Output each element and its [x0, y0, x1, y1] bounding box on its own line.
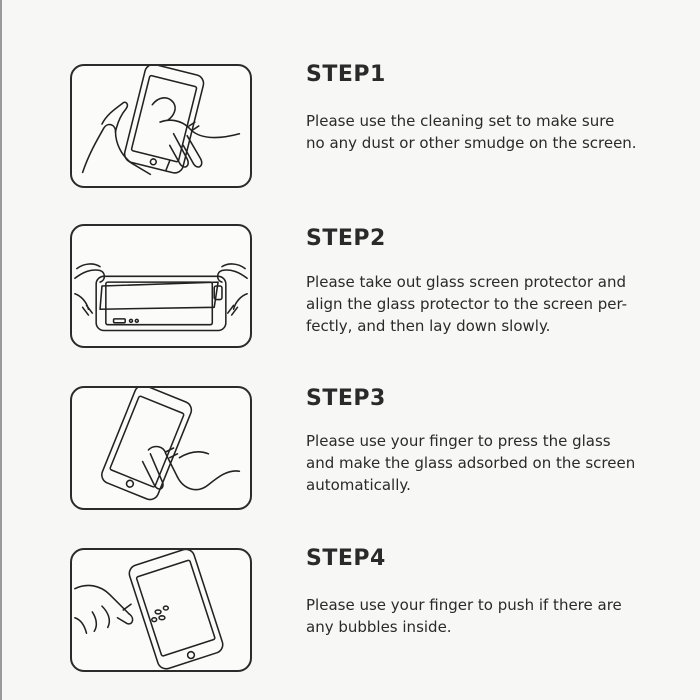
step-1-line-2: no any dust or other smudge on the screen. — [306, 134, 637, 152]
step-3-title: STEP3 — [306, 386, 386, 411]
step-2 — [0, 160, 700, 335]
step-3-description — [306, 430, 656, 496]
step-4-description — [306, 594, 656, 638]
step-4 — [0, 490, 700, 640]
step-3-line-2: and make the glass adsorbed on the screen — [306, 454, 636, 472]
step-4-title: STEP4 — [306, 546, 386, 571]
step-2-line-3: fectly, and then lay down slowly. — [306, 317, 551, 335]
step-1-line-1: Please use the cleaning set to make sure — [306, 112, 615, 130]
step-4-line-2: any bubbles inside. — [306, 618, 452, 636]
step-2-line-1: Please take out glass screen protector and — [306, 273, 627, 291]
step-3-line-3: automatically. — [306, 476, 411, 494]
finger-pushing-bubbles-icon — [72, 550, 250, 670]
step-3-line-1: Please use your finger to press the glass — [306, 432, 611, 450]
step-4-line-1: Please use your finger to push if there are — [306, 596, 622, 614]
step-1-title: STEP1 — [306, 62, 386, 87]
step-2-title: STEP2 — [306, 226, 386, 251]
step-4-illustration — [70, 548, 252, 672]
step-3 — [0, 320, 700, 494]
step-2-line-2: align the glass protector to the screen per- — [306, 295, 628, 313]
step-1 — [0, 0, 700, 150]
step-1-description — [306, 110, 656, 154]
